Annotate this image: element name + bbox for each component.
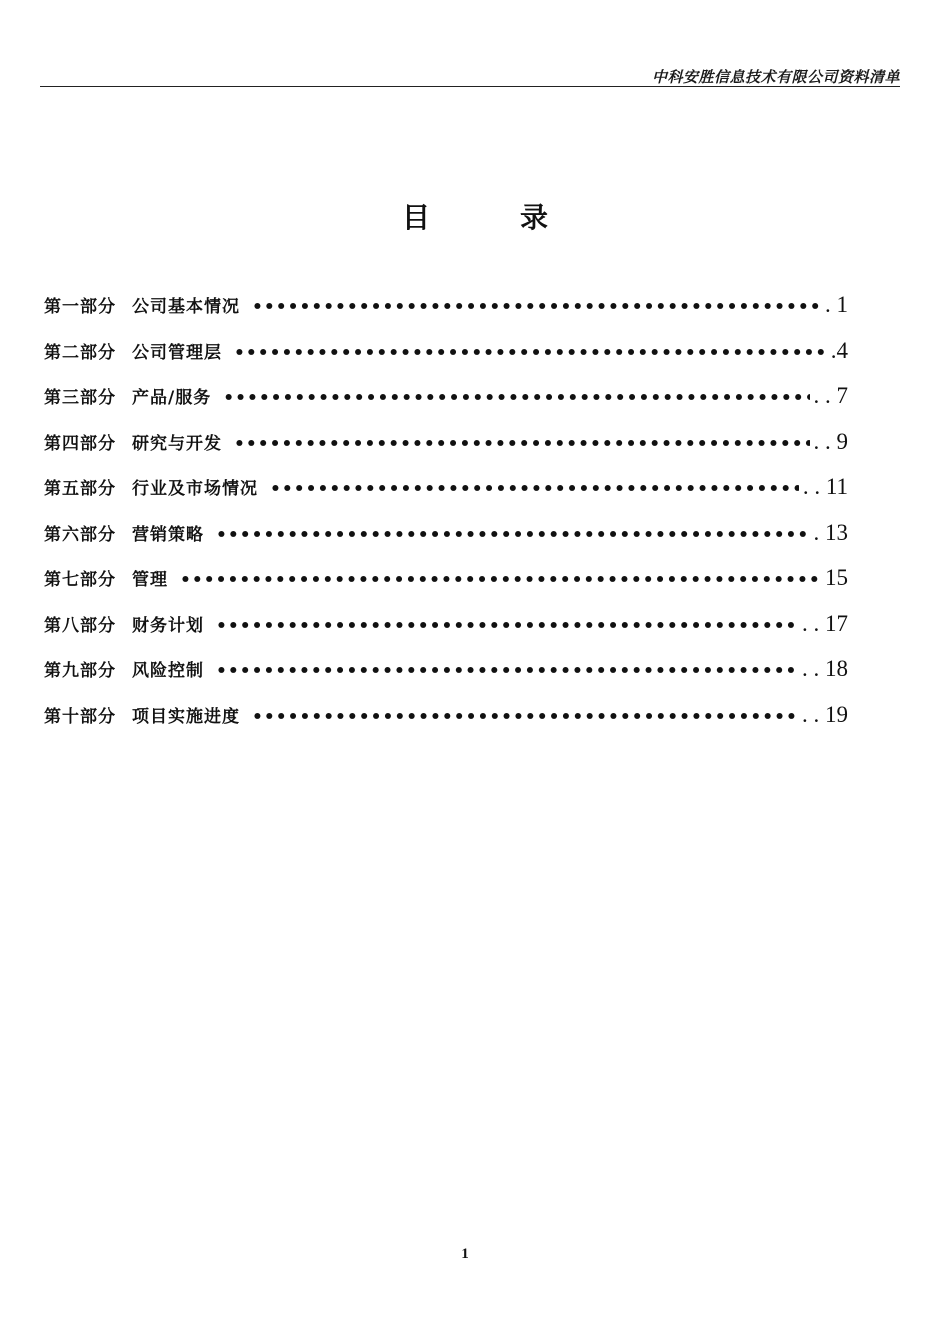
toc-entry-section: 营销策略 bbox=[132, 524, 204, 545]
toc-entry[interactable] bbox=[44, 559, 848, 605]
toc-dot-leader bbox=[234, 425, 810, 463]
toc-entry-part: 第五部分 bbox=[44, 479, 116, 499]
toc-entry-section: 产品/服务 bbox=[132, 388, 212, 408]
toc-entry[interactable] bbox=[44, 605, 848, 651]
toc-dot-leader bbox=[270, 470, 799, 508]
toc-entry[interactable] bbox=[44, 377, 848, 423]
toc-entry-section: 管理 bbox=[132, 570, 168, 590]
toc-entry-section: 财务计划 bbox=[132, 615, 204, 636]
toc-entry-part: 第七部分 bbox=[44, 570, 116, 590]
toc-entry[interactable] bbox=[44, 423, 848, 469]
toc-entry-page: .4 bbox=[830, 337, 848, 363]
toc-entry-page: . 1 bbox=[825, 292, 848, 317]
toc-entry-page: . . 17 bbox=[802, 610, 848, 636]
toc-entry-section: 公司基本情况 bbox=[132, 297, 240, 317]
toc-entry-part: 第一部分 bbox=[44, 297, 116, 317]
header-divider bbox=[40, 86, 900, 87]
toc-entry-page: . . 18 bbox=[802, 656, 848, 681]
toc-entry-part: 第九部分 bbox=[44, 661, 116, 681]
toc-entry[interactable] bbox=[44, 696, 848, 742]
toc-dot-leader bbox=[216, 607, 798, 645]
toc-entry-section: 行业及市场情况 bbox=[132, 479, 258, 499]
document-header-title: 中科安胜信息技术有限公司资料清单 bbox=[651, 68, 900, 86]
toc-entry[interactable] bbox=[44, 468, 848, 514]
toc-entry-part: 第八部分 bbox=[44, 615, 116, 636]
toc-entry-part: 第四部分 bbox=[44, 433, 116, 454]
toc-entry[interactable] bbox=[44, 286, 848, 332]
toc-entry-section: 公司管理层 bbox=[132, 342, 222, 363]
toc-title: 目录 bbox=[401, 201, 638, 234]
toc-entry-part: 第二部分 bbox=[44, 342, 116, 363]
toc-entry-part: 第三部分 bbox=[44, 388, 116, 408]
toc-dot-leader bbox=[223, 379, 809, 417]
toc-dot-leader bbox=[234, 334, 827, 372]
toc-entry[interactable] bbox=[44, 332, 848, 378]
toc-entry-section: 风险控制 bbox=[132, 661, 204, 681]
toc-entry-page: . . 9 bbox=[813, 428, 848, 454]
toc-entry-page: 15 bbox=[825, 565, 848, 590]
toc-dot-leader bbox=[252, 288, 821, 326]
toc-entry-section: 研究与开发 bbox=[132, 433, 222, 454]
toc-entry-part: 第六部分 bbox=[44, 524, 116, 545]
toc-entry-section: 项目实施进度 bbox=[132, 706, 240, 727]
toc-dot-leader bbox=[252, 698, 798, 736]
toc-dot-leader bbox=[180, 561, 821, 599]
toc-entry[interactable] bbox=[44, 650, 848, 696]
toc-entry-part: 第十部分 bbox=[44, 706, 116, 727]
toc-entry[interactable] bbox=[44, 514, 848, 560]
toc-entry-page: . 13 bbox=[813, 519, 848, 545]
toc-dot-leader bbox=[216, 516, 810, 554]
page-number: 1 bbox=[461, 1246, 469, 1262]
toc-entry-page: . . 7 bbox=[813, 383, 848, 408]
toc-dot-leader bbox=[216, 652, 798, 690]
toc-list bbox=[44, 286, 848, 741]
toc-entry-page: . . 19 bbox=[802, 701, 848, 727]
toc-entry-page: . . 11 bbox=[802, 474, 848, 499]
